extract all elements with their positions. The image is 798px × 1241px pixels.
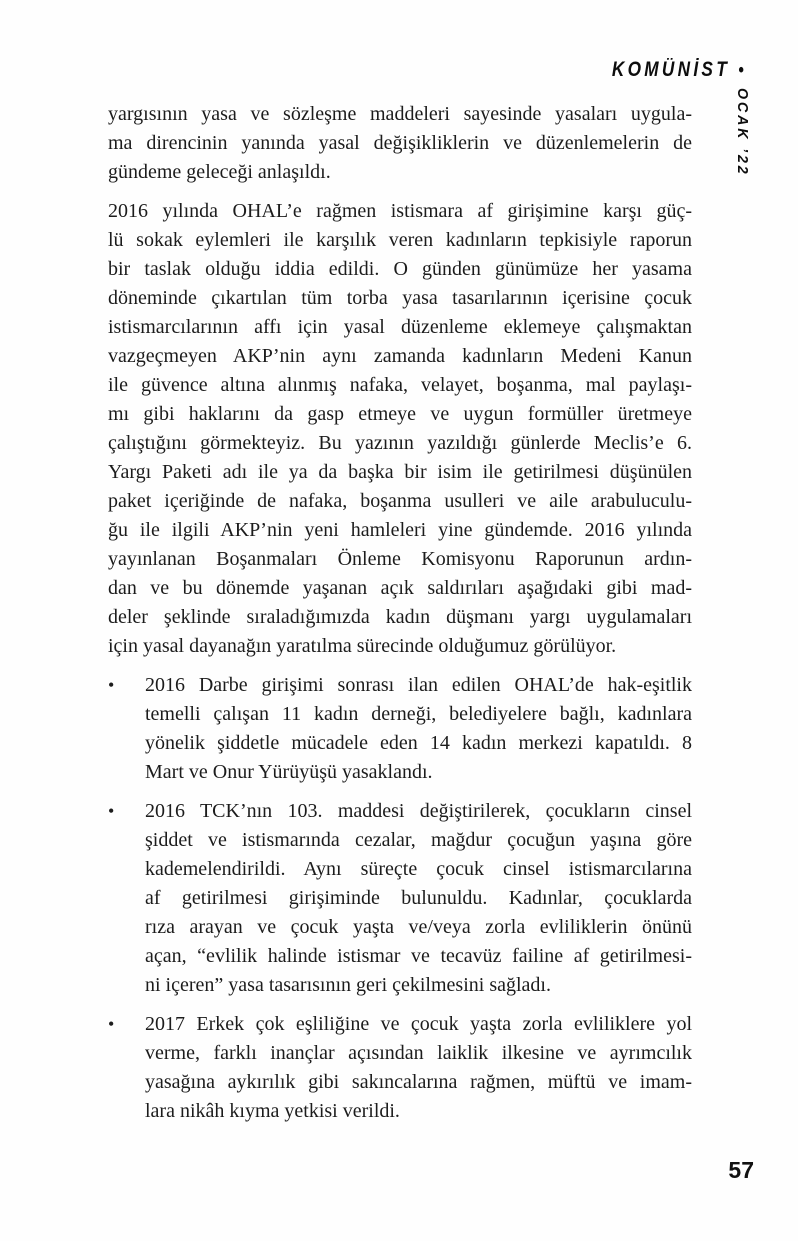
text-line: deler şeklinde sıraladığımızda kadın düşmanı yargı uygulamaları <box>108 606 692 628</box>
text-line: 2016 yılında OHAL’e rağmen istismara af girişimine karşı güç- <box>108 200 692 222</box>
text-line: için yasal dayanağın yaratılma sürecinde olduğumuz görülüyor. <box>108 635 617 657</box>
text-line: bir taslak olduğu iddia edildi. O günden günümüze her yasama <box>108 258 692 280</box>
paragraph <box>108 100 692 187</box>
running-header <box>612 58 744 82</box>
bullet-text <box>145 1010 692 1126</box>
text-line: ile güvence altına alınmış nafaka, velayet, boşanma, mal paylaşı- <box>108 374 692 396</box>
text-line: lü sokak eylemleri ile karşılık veren kadınların tepkisiyle raporun <box>108 229 692 251</box>
text-line: Mart ve Onur Yürüyüşü yasaklandı. <box>145 761 433 783</box>
body-text-column <box>108 100 692 1136</box>
text-line: rıza arayan ve çocuk yaşta ve/veya zorla evliliklerin önünü <box>145 916 692 938</box>
paragraph <box>108 197 692 661</box>
text-line: af getirilmesi girişiminde bulunuldu. Kadınlar, çocuklarda <box>145 887 692 909</box>
bullet-item <box>108 797 692 1000</box>
text-line: gündeme geleceği anlaşıldı. <box>108 161 331 183</box>
text-line: ni içeren” yasa tasarısının geri çekilmesini sağladı. <box>145 974 551 996</box>
bullet-marker-icon: • <box>108 801 115 821</box>
text-line: döneminde çıkartılan tüm torba yasa tasarılarının içerisine çocuk <box>108 287 692 309</box>
bullet-item <box>108 1010 692 1126</box>
text-line: kademelendirildi. Aynı süreçte çocuk cinsel istismarcılarına <box>145 858 692 880</box>
text-line: 2016 Darbe girişimi sonrası ilan edilen OHAL’de hak-eşitlik <box>145 674 692 696</box>
text-line: Yargı Paketi adı ile ya da başka bir isim ile getirilmesi düşünülen <box>108 461 692 483</box>
text-line: mı gibi haklarını da gasp etmeye ve uygun formüller üretmeye <box>108 403 692 425</box>
text-line: istismarcılarının affı için yasal düzenleme eklemeye çalışmaktan <box>108 316 692 338</box>
text-line: yayınlanan Boşanmaları Önleme Komisyonu Raporunun ardın- <box>108 548 692 570</box>
bullet-item <box>108 671 692 787</box>
bullet-marker-icon: • <box>108 1014 115 1034</box>
text-line: ğu ile ilgili AKP’nin yeni hamleleri yine gündemde. 2016 yılında <box>108 519 692 541</box>
text-line: 2017 Erkek çok eşliliğine ve çocuk yaşta zorla evliliklere yol <box>145 1013 692 1035</box>
text-line: yargısının yasa ve sözleşme maddeleri sayesinde yasaları uygula- <box>108 103 692 125</box>
journal-title: KOMÜNİST <box>612 58 731 81</box>
text-line: vazgeçmeyen AKP’nin aynı zamanda kadınların Medeni Kanun <box>108 345 692 367</box>
text-line: paket içeriğinde de nafaka, boşanma usulleri ve aile arabuluculu- <box>108 490 692 512</box>
bullet-text <box>145 797 692 1000</box>
bullet-marker-icon: • <box>108 675 115 695</box>
text-line: açan, “evlilik halinde istismar ve tecavüz failine af getirilmesi- <box>145 945 692 967</box>
text-line: 2016 TCK’nın 103. maddesi değiştirilerek, çocukların cinsel <box>145 800 692 822</box>
header-bullet-icon: • <box>738 60 744 81</box>
text-line: yönelik şiddetle mücadele eden 14 kadın merkezi kapatıldı. 8 <box>145 732 692 754</box>
text-line: çalıştığını görmekteyiz. Bu yazının yazıldığı günlerde Meclis’e 6. <box>108 432 692 454</box>
text-line: yasağına aykırılık gibi sakıncalarına rağmen, müftü ve imam- <box>145 1071 692 1093</box>
text-line: temelli çalışan 11 kadın derneği, belediyelere bağlı, kadınlara <box>145 703 692 725</box>
text-line: ma direncinin yanında yasal değişikliklerin ve düzenlemelerin de <box>108 132 692 154</box>
text-line: şiddet ve istismarında cezalar, mağdur çocuğun yaşına göre <box>145 829 692 851</box>
bullet-text <box>145 671 692 787</box>
text-line: dan ve bu dönemde yaşanan açık saldırıları aşağıdaki gibi mad- <box>108 577 692 599</box>
text-line: verme, farklı inançlar açısından laiklik ilkesine ve ayrımcılık <box>145 1042 692 1064</box>
issue-date-vertical: OCAK ’22 <box>734 88 751 177</box>
text-line: lara nikâh kıyma yetkisi verildi. <box>145 1100 400 1122</box>
page-number: 57 <box>728 1157 754 1183</box>
